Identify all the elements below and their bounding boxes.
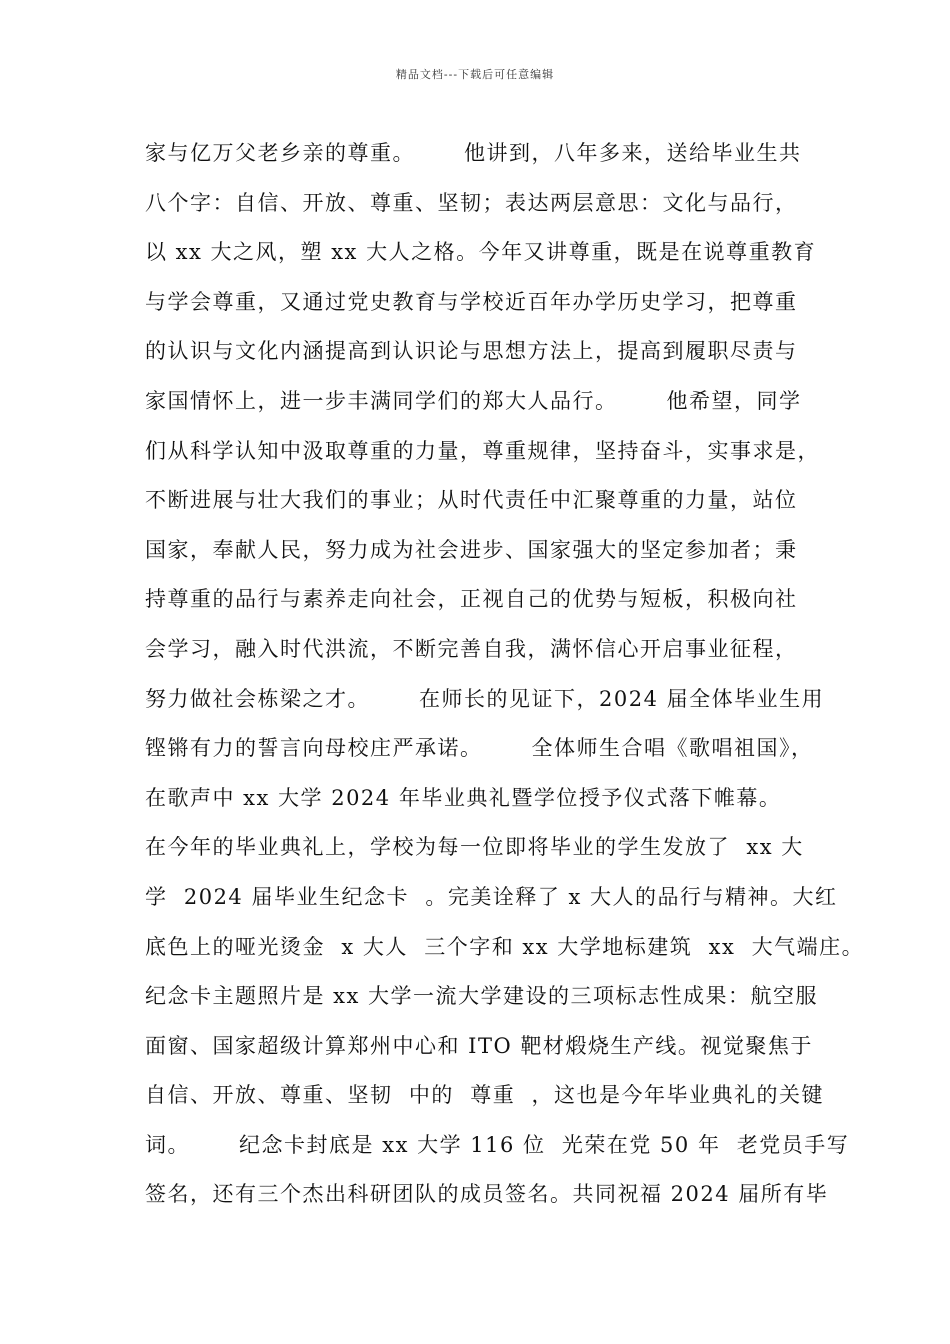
- body-text: [145, 133, 865, 1224]
- text-line: 签名，还有三个杰出科研团队的成员签名。共同祝福 2024 届所有毕: [145, 1182, 829, 1207]
- text-line: 们从科学认知中汲取尊重的力量，尊重规律，坚持奋斗，实事求是，: [145, 438, 820, 463]
- text-line: 自信、开放、尊重、坚韧 中的 尊重 ，这也是今年毕业典礼的关键: [145, 1083, 825, 1108]
- text-line: 家国情怀上，进一步丰满同学们的郑大人品行。 他希望，同学: [145, 388, 802, 413]
- text-line: 不断进展与壮大我们的事业；从时代责任中汇聚尊重的力量，站位: [145, 488, 798, 513]
- text-line: 纪念卡主题照片是 xx 大学一流大学建设的三项标志性成果：航空服: [145, 984, 819, 1009]
- text-line: 以 xx 大之风，塑 xx 大人之格。今年又讲尊重，既是在说尊重教育: [145, 240, 817, 265]
- text-line: 国家，奉献人民，努力成为社会进步、国家强大的坚定参加者；秉: [145, 537, 798, 562]
- text-line: 在今年的毕业典礼上，学校为每一位即将毕业的学生发放了 xx 大: [145, 835, 804, 860]
- text-line: 在歌声中 xx 大学 2024 年毕业典礼暨学位授予仪式落下帷幕。: [145, 785, 782, 810]
- text-line: 家与亿万父老乡亲的尊重。 他讲到，八年多来，送给毕业生共: [145, 141, 802, 165]
- page-header: 精品文档---下载后可任意编辑: [395, 68, 555, 81]
- text-line: 面窗、国家超级计算郑州中心和 ITO 靶材煅烧生产线。视觉聚焦于: [145, 1033, 813, 1058]
- text-line: 铿锵有力的誓言向母校庄严承诺。 全体师生合唱《歌唱祖国》，: [145, 736, 814, 761]
- text-line: 与学会尊重，又通过党史教育与学校近百年办学历史学习，把尊重: [145, 289, 798, 314]
- text-line: 持尊重的品行与素养走向社会，正视自己的优势与短板，积极向社: [145, 587, 798, 612]
- text-line: 八个字：自信、开放、尊重、坚韧；表达两层意思：文化与品行，: [145, 190, 798, 215]
- text-line: 努力做社会栋梁之才。 在师长的见证下，2024 届全体毕业生用: [145, 686, 825, 711]
- text-line: 底色上的哑光烫金 x 大人 三个字和 xx 大学地标建筑 xx 大气端庄。: [145, 934, 865, 959]
- text-line: 会学习，融入时代洪流，不断完善自我，满怀信心开启事业征程，: [145, 636, 798, 661]
- text-line: 词。 纪念卡封底是 xx 大学 116 位 光荣在党 50 年 老党员手写: [145, 1132, 850, 1157]
- text-line: 的认识与文化内涵提高到认识论与思想方法上，提高到履职尽责与: [145, 339, 798, 364]
- text-line: 学 2024 届毕业生纪念卡 。完美诠释了 x 大人的品行与精神。大红: [145, 884, 838, 909]
